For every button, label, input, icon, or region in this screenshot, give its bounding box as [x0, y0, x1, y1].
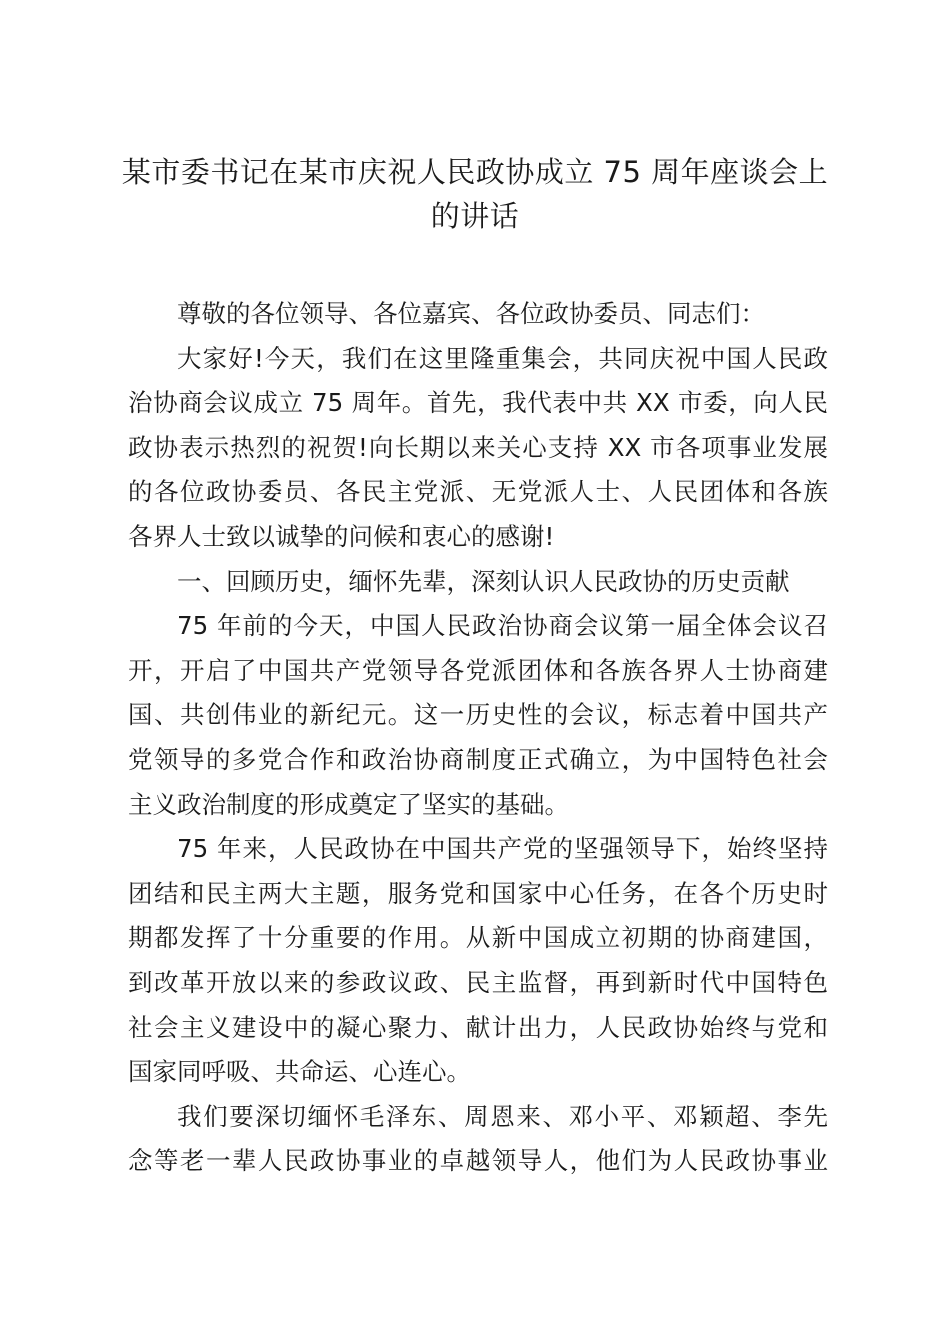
paragraph-line: 国家同呼吸、共命运、心连心。: [128, 1057, 471, 1087]
paragraph-line: 的各位政协委员、各民主党派、无党派人士、人民团体和各族: [128, 477, 828, 507]
paragraph-line: 政协表示热烈的祝贺!向长期以来关心支持 XX 市各项事业发展: [128, 432, 828, 462]
salutation: 尊敬的各位领导、各位嘉宾、各位政协委员、同志们：: [177, 299, 765, 328]
paragraph-line: 到改革开放以来的参政议政、民主监督，再到新时代中国特色: [128, 967, 828, 997]
title-line: 某市委书记在某市庆祝人民政协成立 75 周年座谈会上: [121, 155, 829, 189]
paragraph-line: 团结和民主两大主题，服务党和国家中心任务，在各个历史时: [128, 878, 828, 908]
paragraph-line: 75 年前的今天，中国人民政治协商会议第一届全体会议召: [177, 611, 828, 641]
paragraph-line: 大家好!今天，我们在这里隆重集会，共同庆祝中国人民政: [177, 343, 828, 373]
paragraph-line: 75 年来，人民政协在中国共产党的坚强领导下，始终坚持: [177, 834, 828, 864]
title-line: 的讲话: [430, 199, 520, 233]
paragraph-line: 党领导的多党合作和政治协商制度正式确立，为中国特色社会: [128, 744, 828, 774]
paragraph-line: 我们要深切缅怀毛泽东、周恩来、邓小平、邓颖超、李先: [177, 1101, 828, 1131]
paragraph-line: 期都发挥了十分重要的作用。从新中国成立初期的协商建国，: [128, 923, 828, 953]
paragraph-line: 主义政治制度的形成奠定了坚实的基础。: [128, 789, 569, 819]
document-title: [120, 150, 830, 238]
paragraph-line: 社会主义建设中的凝心聚力、献计出力，人民政协始终与党和: [128, 1012, 828, 1042]
paragraph-line: 各界人士致以诚挚的问候和衷心的感谢!: [128, 521, 555, 551]
document-body: [128, 292, 828, 1184]
paragraph-line: 国、共创伟业的新纪元。这一历史性的会议，标志着中国共产: [128, 700, 828, 730]
paragraph-line: 治协商会议成立 75 周年。首先，我代表中共 XX 市委，向人民: [128, 388, 828, 418]
section-heading: 一、回顾历史，缅怀先辈，深刻认识人民政协的历史贡献: [177, 566, 790, 596]
paragraph-line: 开，开启了中国共产党领导各党派团体和各族各界人士协商建: [128, 655, 828, 685]
paragraph-line: 念等老一辈人民政协事业的卓越领导人，他们为人民政协事业: [128, 1146, 828, 1176]
